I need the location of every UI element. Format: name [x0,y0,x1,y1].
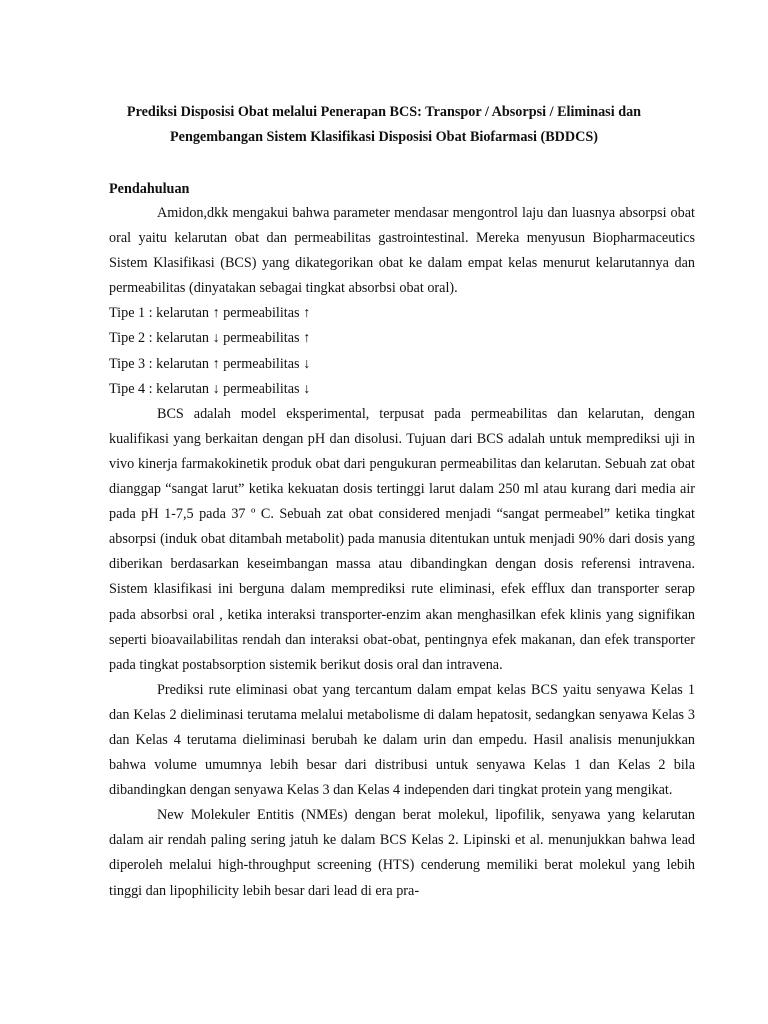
paragraph-elimination: Prediksi rute eliminasi obat yang tercantum dalam empat kelas BCS yaitu senyawa Kelas 1 dan Kelas 2 dieliminasi terutama melalui metabolisme di dalam hepatosit, sedangkan senyawa Kelas 3 dan Kelas 4 terutama dieliminasi berubah ke dalam urin dan empedu. Hasil analisis menunjukkan bahwa volume umumnya lebih besar dari distribusi untuk senyawa Kelas 1 dan Kelas 2 bila dibandingkan dengan senyawa Kelas 3 dan Kelas 4 independen dari tingkat protein yang mengikat. [109,681,695,799]
type-line-3: Tipe 3 : kelarutan ↑ permeabilitas ↓ [109,355,311,372]
paragraph-bcs: BCS adalah model eksperimental, terpusat pada permeabilitas dan kelarutan, dengan kualifikasi yang berkaitan dengan pH dan disolusi. Tujuan dari BCS adalah untuk memprediksi uji in vivo kinerja farmakokinetik produk obat dari pengukuran permeabilitas dan kelarutan. Sebuah zat obat dianggap “sangat larut” ketika kekuatan dosis tertinggi larut dalam 250 ml atau kurang dari media air pada pH 1-7,5 pada 37 º C. Sebuah zat obat considered menjadi “sangat permeabel” ketika tingkat absorpsi (induk obat ditambah metabolit) pada manusia ditentukan untuk menjadi 90% dari dosis yang diberikan berdasarkan keseimbangan massa atau dibandingkan dengan dosis referensi intravena. Sistem klasifikasi ini berguna dalam memprediksi rute eliminasi, efek efflux dan transporter serap pada absorbsi oral , ketika interaksi transporter-enzim akan menghasilkan efek klinis yang signifikan seperti bioavailabilitas rendah dan interaksi obat-obat, pentingnya efek makanan, dan efek transporter pada tingkat postabsorption sistemik berikut dosis oral dan intravena. [109,405,695,673]
document-title: Prediksi Disposisi Obat melalui Penerapan BCS: Transpor / Absorpsi / Eliminasi dan Pengembangan Sistem Klasifikasi Disposisi Obat Biofarmasi (BDDCS) [126,104,642,145]
document-body [109,201,695,904]
paragraph-nme: New Molekuler Entitis (NMEs) dengan berat molekul, lipofilik, senyawa yang kelarutan dalam air rendah paling sering jatuh ke dalam BCS Kelas 2. Lipinski et al. menunjukkan bahwa lead diperoleh melalui high-throughput screening (HTS) cenderung memiliki berat molekul yang lebih tinggi dan lipophilicity lebih besar dari lead di era pra- [109,807,695,899]
type-line-1: Tipe 1 : kelarutan ↑ permeabilitas ↑ [109,305,311,322]
type-line-4: Tipe 4 : kelarutan ↓ permeabilitas ↓ [109,380,311,397]
paragraph-intro: Amidon,dkk mengakui bahwa parameter mendasar mengontrol laju dan luasnya absorpsi obat oral yaitu kelarutan obat dan permeabilitas gastrointestinal. Mereka menyusun Biopharmaceutics Sistem Klasifikasi (BCS) yang dikategorikan obat ke dalam empat kelas menurut kelarutannya dan permeabilitas (dinyatakan sebagai tingkat absorbsi obat oral). [109,205,695,297]
type-line-2: Tipe 2 : kelarutan ↓ permeabilitas ↑ [109,330,311,347]
section-heading: Pendahuluan [109,181,190,197]
